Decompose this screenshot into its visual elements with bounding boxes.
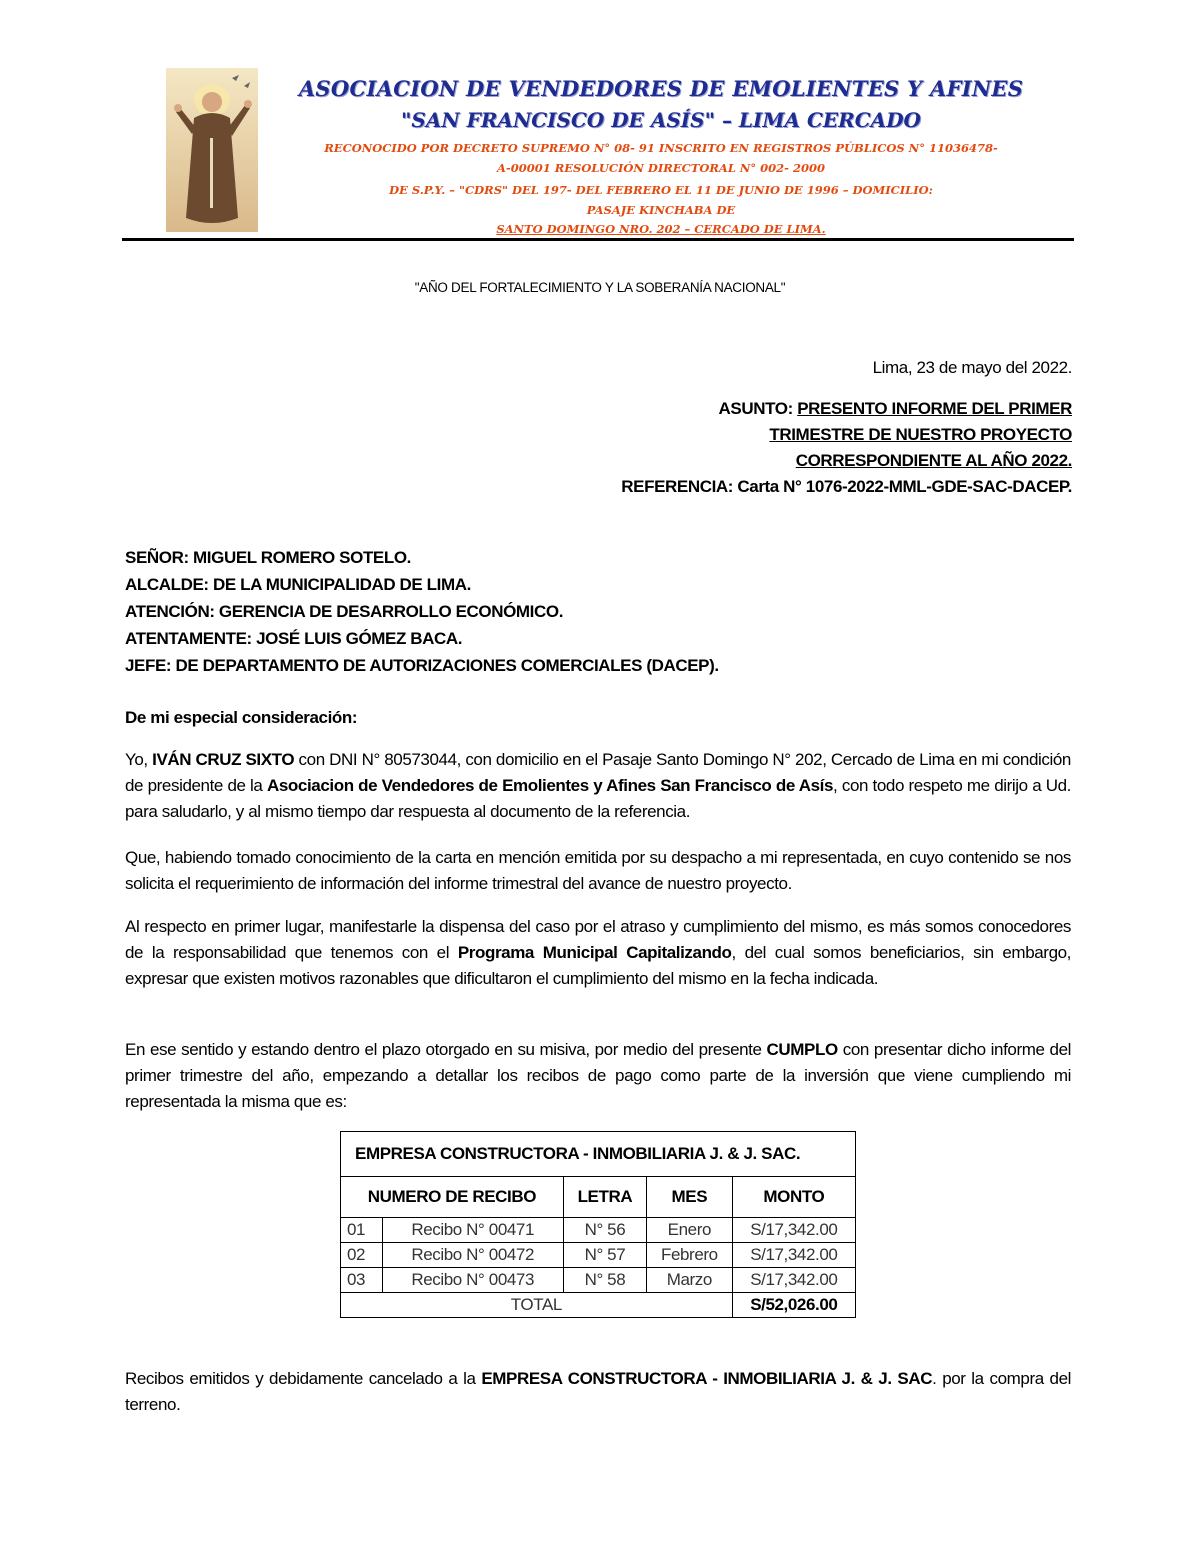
saint-francis-logo [166, 68, 258, 232]
addressee-senor: SEÑOR: MIGUEL ROMERO SOTELO. [125, 548, 412, 567]
letter-number: N° 57 [563, 1243, 646, 1268]
subject-text-1: PRESENTO INFORME DEL PRIMER [797, 399, 1072, 418]
registration-line-2: A-00001 RESOLUCIÓN DIRECTORAL N° 002- 2000 [497, 161, 825, 175]
registration-line-3: DE S.P.Y. – "CDRS" DEL 197- DEL FEBRERO EL 11 DE JUNIO DE 1996 – DOMICILIO: [389, 183, 933, 197]
amount: S/17,342.00 [732, 1218, 855, 1243]
table-row [341, 1268, 856, 1293]
addressee-atencion: ATENCIÓN: GERENCIA DE DESARROLLO ECONÓMICO. [125, 602, 564, 621]
col-header-receipt: NUMERO DE RECIBO [341, 1177, 564, 1218]
subject-line-1 [719, 396, 1072, 422]
cumplo-word: CUMPLO [766, 1040, 838, 1059]
month: Febrero [647, 1243, 733, 1268]
row-number: 03 [341, 1268, 383, 1293]
reference-line: REFERENCIA: Carta N° 1076-2022-MML-GDE-SAC-DACEP. [621, 477, 1072, 496]
association-title: ASOCIACION DE VENDEDORES DE EMOLIENTES Y AFINES [298, 76, 1024, 101]
paragraph-closing: Recibos emitidos y debidamente cancelado a la EMPRESA CONSTRUCTORA - INMOBILIARIA J. & J. SAC. por la compra del terreno. [125, 1369, 1071, 1414]
receipt-number: Recibo N° 00471 [382, 1218, 563, 1243]
col-header-letter: LETRA [563, 1177, 646, 1218]
address-line-1: PASAJE KINCHABA DE [586, 203, 736, 217]
subject-text-3: CORRESPONDIENTE AL AÑO 2022. [795, 451, 1072, 470]
subject-text-2: TRIMESTRE DE NUESTRO PROYECTO [769, 425, 1072, 444]
paragraph-context: Que, habiendo tomado conocimiento de la carta en mención emitida por su despacho a mi representada, en cuyo contenido se nos solicita el requerimiento de información del informe trimestral del avance de nuestro proyecto. [125, 848, 1071, 893]
paragraph-compliance: En ese sentido y estando dentro el plazo otorgado en su misiva, por medio del presente CUMPLO con presentar dicho informe del primer trimestre del año, empezando a detallar los recibos de pago como parte de la inversión que viene cumpliendo mi representada la misma que es: [125, 1040, 1072, 1111]
addressee-atentamente: ATENTAMENTE: JOSÉ LUIS GÓMEZ BACA. [125, 629, 463, 648]
addressee-alcalde: ALCALDE: DE LA MUNICIPALIDAD DE LIMA. [125, 575, 471, 594]
receipt-number: Recibo N° 00472 [382, 1243, 563, 1268]
organization-name: Asociacion de Vendedores de Emolientes y Afines San Francisco de Asís [266, 776, 834, 795]
address-line-2: SANTO DOMINGO NRO. 202 – CERCADO DE LIMA. [496, 222, 826, 236]
header-divider [122, 238, 1074, 241]
year-motto: "AÑO DEL FORTALECIMIENTO Y LA SOBERANÍA NACIONAL" [414, 280, 786, 295]
month: Marzo [647, 1268, 733, 1293]
row-number: 02 [341, 1243, 383, 1268]
row-number: 01 [341, 1218, 383, 1243]
greeting: De mi especial consideración: [125, 708, 358, 727]
total-amount: S/52,026.00 [732, 1293, 855, 1318]
col-header-month: MES [647, 1177, 733, 1218]
receipt-number: Recibo N° 00473 [382, 1268, 563, 1293]
amount: S/17,342.00 [732, 1268, 855, 1293]
table-row [341, 1218, 856, 1243]
registration-line-1: RECONOCIDO POR DECRETO SUPREMO N° 08- 91 INSCRITO EN REGISTROS PÚBLICOS N° 11036478- [324, 141, 998, 155]
month: Enero [647, 1218, 733, 1243]
table-row [341, 1243, 856, 1268]
addressee-jefe: JEFE: DE DEPARTAMENTO DE AUTORIZACIONES COMERCIALES (DACEP). [125, 656, 719, 675]
letter-number: N° 56 [563, 1218, 646, 1243]
program-name: Programa Municipal Capitalizando [457, 943, 732, 962]
association-subtitle: "SAN FRANCISCO DE ASÍS" – LIMA CERCADO [401, 108, 921, 132]
receipts-table [340, 1131, 856, 1318]
total-label: TOTAL [341, 1293, 733, 1318]
company-name: EMPRESA CONSTRUCTORA - INMOBILIARIA J. & J. SAC [481, 1369, 933, 1388]
signer-name: IVÁN CRUZ SIXTO [152, 750, 295, 769]
table-total-row [341, 1293, 856, 1318]
letter-number: N° 58 [563, 1268, 646, 1293]
amount: S/17,342.00 [732, 1243, 855, 1268]
paragraph-apology: Al respecto en primer lugar, manifestarle la dispensa del caso por el atraso y cumplimiento del mismo, es más somos conocedores de la responsabilidad que tenemos con el Programa Municipal Capitalizando, del cual somos beneficiarios, sin embargo, expresar que existen motivos razonables que dificultaron el cumplimiento del mismo en la fecha indicada. [125, 917, 1071, 988]
paragraph-intro: Yo, IVÁN CRUZ SIXTO con DNI N° 80573044, con domicilio en el Pasaje Santo Domingo N° 202, Cercado de Lima en mi condición de presidente de la Asociacion de Vendedores de Emolientes y Afines San Francisco de Asís, con todo respeto me dirijo a Ud. para saludarlo, y al mismo tiempo dar respuesta al documento de la referencia. [125, 750, 1071, 821]
subject-label: ASUNTO: [718, 399, 793, 418]
letter-date: Lima, 23 de mayo del 2022. [872, 358, 1072, 377]
col-header-amount: MONTO [732, 1177, 855, 1218]
table-company-header: EMPRESA CONSTRUCTORA - INMOBILIARIA J. & J. SAC. [341, 1132, 856, 1177]
